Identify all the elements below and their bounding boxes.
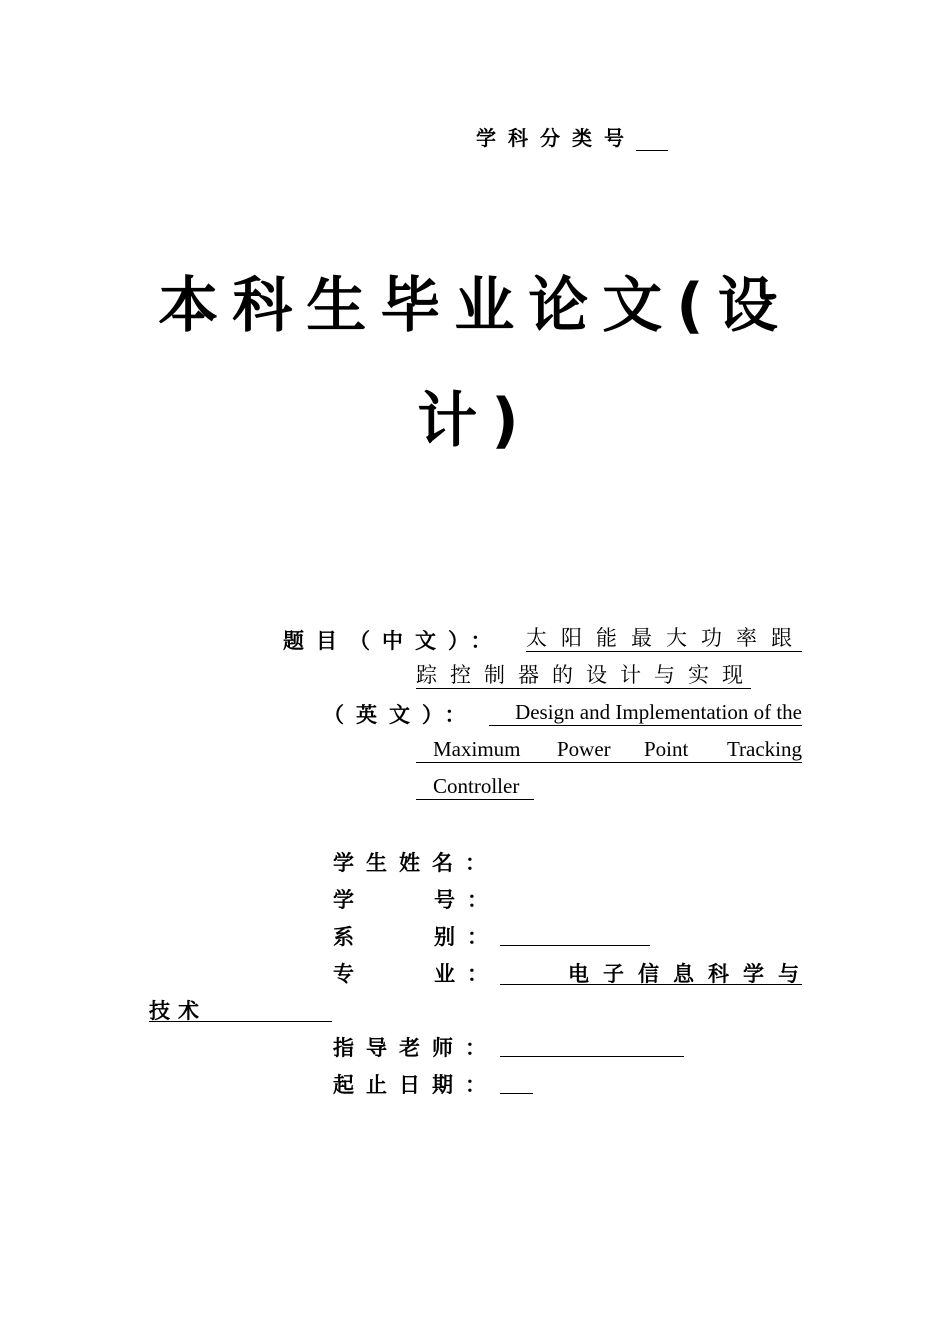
major-label-part2: 业： — [434, 962, 500, 986]
topic-cn-value-line1: 太阳能最大功率跟 — [526, 626, 806, 650]
period-label: 起止日期： — [333, 1073, 498, 1097]
subject-code-value — [636, 126, 668, 151]
topic-en-label: （英文）： — [323, 703, 478, 727]
topic-cn-value-line2: 踪控制器的设计与实现 — [416, 663, 756, 687]
topic-en-word: Point — [644, 737, 689, 761]
topic-en-word: Controller — [433, 774, 520, 798]
topic-en-value-line1: Design and Implementation of the — [489, 699, 802, 726]
advisor-value — [500, 1032, 684, 1057]
subject-code-label: 学科分类号 — [476, 126, 636, 150]
topic-en-value-line2 — [416, 736, 802, 763]
topic-en-word: Maximum — [433, 737, 521, 761]
major-value-text-cont: 技术 — [149, 999, 207, 1023]
department-label-part2: 别： — [434, 925, 500, 949]
department-label-part1: 系 — [333, 925, 366, 949]
student-id-label-part2: 号： — [434, 888, 500, 912]
student-id-label-part1: 学 — [333, 888, 366, 912]
topic-en-word: Tracking — [726, 737, 802, 761]
major-value-line2 — [149, 995, 332, 1022]
topic-en-value-line3 — [416, 773, 534, 800]
thesis-title-line2: 计) — [417, 386, 533, 456]
period-value — [500, 1069, 533, 1094]
major-label-part1: 专 — [333, 962, 366, 986]
major-value-line1 — [500, 958, 813, 986]
department-value — [500, 921, 650, 946]
thesis-title-line1: 本科生毕业论文(设 — [158, 271, 792, 341]
subject-code-row — [476, 122, 668, 151]
topic-cn-label: 题目（中文）： — [283, 629, 504, 653]
advisor-label: 指导老师： — [333, 1036, 498, 1060]
major-value-text: 电子信息科学与 — [568, 962, 813, 986]
topic-en-word: Power — [557, 737, 611, 761]
student-name-label: 学生姓名： — [333, 851, 498, 875]
